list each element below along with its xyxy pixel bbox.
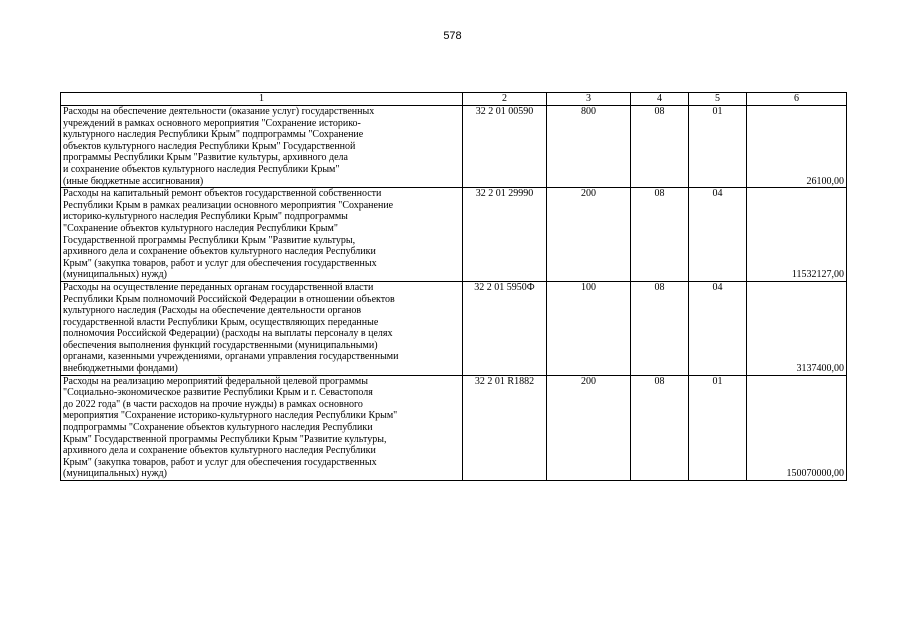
expense-description: Расходы на капитальный ремонт объектов государственной собственности Республики Крым в рамках реализации основного мероприятия "Сохранение историко-культурного наследия Республики Крым" подпрограммы "Сохранение объектов культурного наследия Республики Крым" Государственной программы Республики Крым "Развитие культуры, архивного дела и сохранение объектов культурного наследия Республики Крым" (закупка товаров, работ и услуг для обеспечения государственных (муниципальных) нужд) [61,188,463,282]
expense-description: Расходы на обеспечение деятельности (оказание услуг) государственных учреждений в рамках основного мероприятия "Сохранение историко- культурного наследия Республики Крым" подпрограммы "Сохранение объектов культурного наследия Республики Крым" Государственной программы Республики Крым "Развитие культуры, архивного дела и сохранение объектов культурного наследия Республики Крым" (иные бюджетные ассигнования) [61,106,463,188]
expense-description: Расходы на осуществление переданных органам государственной власти Республики Крым полномочий Российской Федерации в отношении объектов культурного наследия (Расходы на обеспечение деятельности органов государственной власти Республики Крым, осуществляющих переданные полномочия Российской Федерации) (расходы на выплаты персоналу в целях обеспечения выполнения функций государственными (муниципальными) органами, казенными учреждениями, органами управления государственными внебюджетными фондами) [61,281,463,375]
table-row [61,188,847,282]
section-code: 08 [631,281,689,375]
amount-value: 11532127,00 [747,188,847,282]
subsection-code: 04 [689,281,747,375]
amount-value: 26100,00 [747,106,847,188]
classification-code: 32 2 01 29990 [463,188,547,282]
table-row [61,281,847,375]
column-header: 2 [463,93,547,106]
classification-code: 32 2 01 00590 [463,106,547,188]
section-code: 08 [631,106,689,188]
table-row [61,106,847,188]
subsection-code: 01 [689,106,747,188]
column-header: 6 [747,93,847,106]
expense-type-code: 100 [547,281,631,375]
amount-value: 150070000,00 [747,375,847,480]
column-header: 4 [631,93,689,106]
expense-type-code: 200 [547,375,631,480]
column-header: 1 [61,93,463,106]
page-number: 578 [443,30,462,42]
column-header: 3 [547,93,631,106]
column-header: 5 [689,93,747,106]
amount-value: 3137400,00 [747,281,847,375]
expense-type-code: 800 [547,106,631,188]
section-code: 08 [631,188,689,282]
expense-description: Расходы на реализацию мероприятий федеральной целевой программы "Социально-экономическое развитие Республики Крым и г. Севастополя до 2022 года" (в части расходов на прочие нужды) в рамках основного мероприятия "Сохранение историко-культурного наследия Республики Крым" подпрограммы "Сохранение объектов культурного наследия Республики Крым" Государственной программы Республики Крым "Развитие культуры, архивного дела и сохранение объектов культурного наследия Республики Крым" (закупка товаров, работ и услуг для обеспечения государственных (муниципальных) нужд) [61,375,463,480]
subsection-code: 01 [689,375,747,480]
subsection-code: 04 [689,188,747,282]
section-code: 08 [631,375,689,480]
expense-type-code: 200 [547,188,631,282]
budget-table [60,92,847,481]
table-header-row [61,93,847,106]
table-row [61,375,847,480]
classification-code: 32 2 01 5950Ф [463,281,547,375]
classification-code: 32 2 01 R1882 [463,375,547,480]
